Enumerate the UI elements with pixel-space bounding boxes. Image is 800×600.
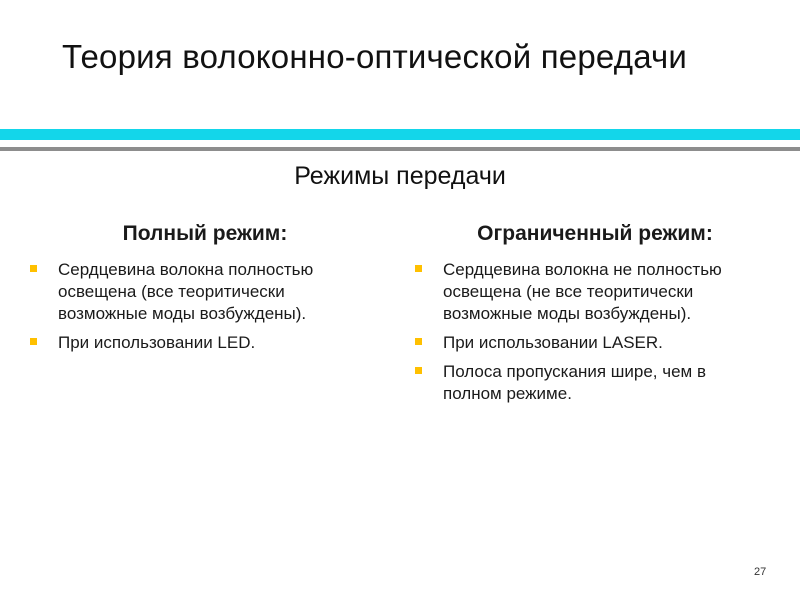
full-mode-column — [0, 222, 390, 361]
square-bullet-icon — [30, 265, 37, 272]
square-bullet-icon — [415, 338, 422, 345]
square-bullet-icon — [415, 367, 422, 374]
bullet-item — [385, 332, 763, 354]
square-bullet-icon — [415, 265, 422, 272]
bullet-item — [0, 259, 368, 325]
bullet-item — [0, 332, 368, 354]
page-number: 27 — [754, 566, 767, 578]
bullet-item — [385, 361, 763, 405]
bullet-item — [385, 259, 763, 325]
title-divider-accent — [0, 129, 800, 140]
restricted-mode-bullet-list — [385, 259, 785, 405]
bullet-text: Сердцевина волокна полностью освещена (все теоритически возможные моды возбуждены). — [58, 260, 314, 323]
square-bullet-icon — [30, 338, 37, 345]
title-divider-secondary — [0, 147, 800, 151]
slide-subtitle: Режимы передачи — [294, 162, 506, 190]
bullet-text: При использовании LASER. — [443, 333, 663, 352]
slide-title: Теория волоконно-оптической передачи — [62, 38, 688, 75]
restricted-mode-column — [385, 222, 785, 412]
bullet-text: При использовании LED. — [58, 333, 256, 352]
full-mode-bullet-list — [0, 259, 390, 354]
bullet-text: Сердцевина волокна не полностью освещена (не все теоритически возможные моды возбуждены). — [443, 260, 722, 323]
full-mode-heading: Полный режим: — [122, 222, 288, 245]
bullet-text: Полоса пропускания шире, чем в полном режиме. — [443, 362, 706, 403]
restricted-mode-heading: Ограниченный режим: — [477, 222, 713, 245]
